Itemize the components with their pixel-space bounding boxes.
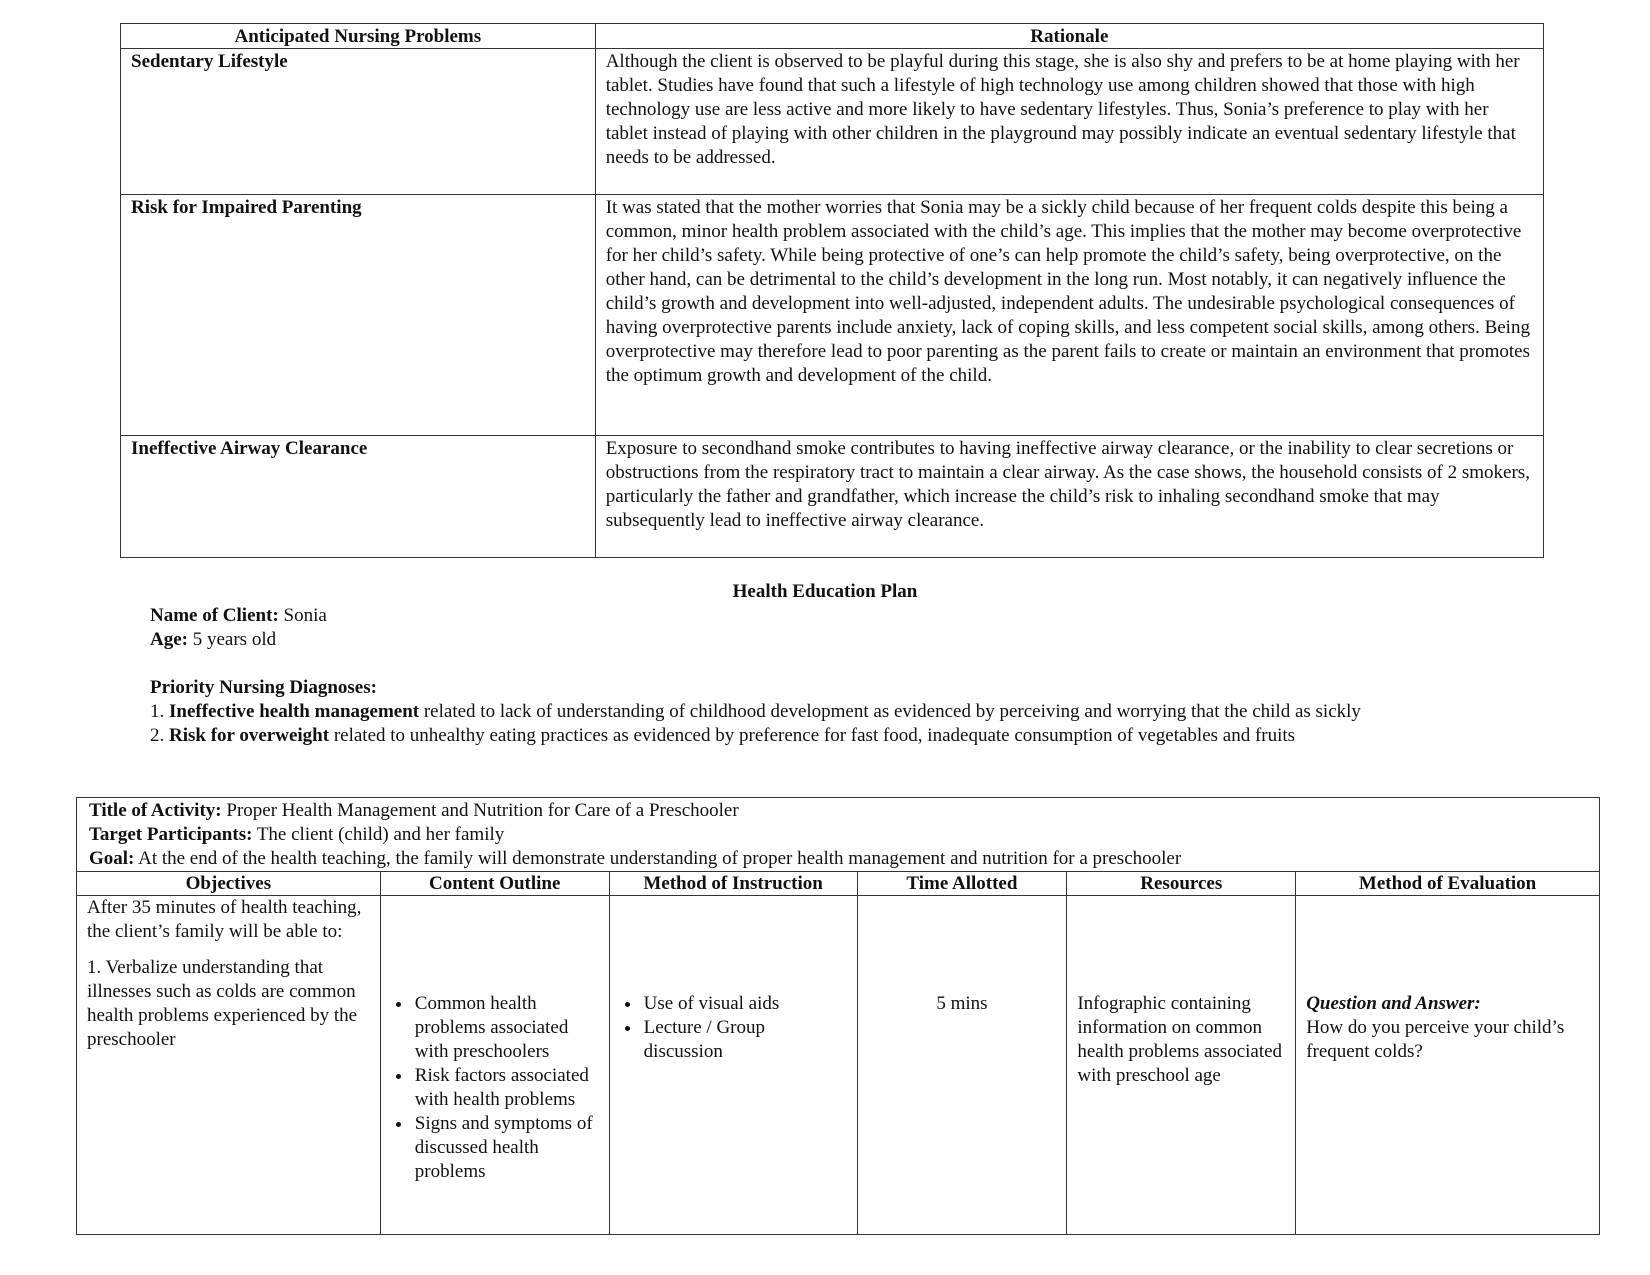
table-row <box>77 896 1600 1235</box>
methods-list <box>620 992 847 1064</box>
plan-title: Health Education Plan <box>732 581 918 602</box>
nursing-problems-table <box>120 23 1544 558</box>
table-row <box>121 195 1544 436</box>
objectives-cell <box>77 896 381 1235</box>
list-item: • Common health problems associated with preschoolers <box>413 992 599 1064</box>
method-of-instruction-cell <box>609 896 857 1235</box>
table-header-row <box>121 24 1544 49</box>
rationale-cell: Although the client is observed to be playful during this stage, she is also shy and prefers to be at home playing with her tablet. Studies have found that such a lifestyle of high technology use among children showed that those with high technology use are less active and more likely to have sedentary lifestyles. Thus, Sonia’s preference to play with her tablet instead of playing with other children in the playground may possibly indicate an eventual sedentary lifestyle that needs to be addressed. <box>595 49 1543 195</box>
column-header-objectives: Objectives <box>77 872 381 896</box>
column-header-time-allotted: Time Allotted <box>857 872 1067 896</box>
target-participants-line: Target Participants: The client (child) and her family <box>89 824 505 845</box>
column-header-method-of-instruction: Method of Instruction <box>609 872 857 896</box>
client-age-value: 5 years old <box>187 629 277 650</box>
diagnosis-item: 1. Ineffective health management related to lack of understanding of childhood development as evidenced by perceiving and worrying that the child as sickly <box>150 701 1361 722</box>
activity-header-row <box>77 798 1600 872</box>
content-outline-cell <box>380 896 609 1235</box>
column-header-resources: Resources <box>1067 872 1296 896</box>
client-name-label: Name of Client: <box>150 605 279 626</box>
resources-cell <box>1067 896 1296 1235</box>
list-item: • Signs and symptoms of discussed health problems <box>413 1112 599 1184</box>
client-age-label: Age: <box>150 629 188 650</box>
client-name-value: Sonia <box>278 605 327 626</box>
diagnosis-item: 2. Risk for overweight related to unhealthy eating practices as evidenced by preference for fast food, inadequate consumption of vegetables and fruits <box>150 725 1296 746</box>
method-of-evaluation-cell <box>1296 896 1600 1235</box>
client-age-line <box>150 628 1361 652</box>
problem-cell: Risk for Impaired Parenting <box>121 195 596 436</box>
column-header-problems: Anticipated Nursing Problems <box>121 24 596 49</box>
evaluation-text: How do you perceive your child’s frequent colds? <box>1306 1017 1565 1062</box>
content-outline-list <box>391 992 599 1184</box>
time-allotted-value: 5 mins <box>936 993 988 1014</box>
column-header-row <box>77 872 1600 896</box>
table-row <box>121 49 1544 195</box>
problem-cell: Sedentary Lifestyle <box>121 49 596 195</box>
list-item: • Risk factors associated with health problems <box>413 1064 599 1112</box>
column-header-rationale: Rationale <box>595 24 1543 49</box>
priority-diagnoses-heading: Priority Nursing Diagnoses: <box>150 677 377 698</box>
objectives-intro: After 35 minutes of health teaching, the client’s family will be able to: <box>87 897 362 942</box>
problem-cell: Ineffective Airway Clearance <box>121 436 596 558</box>
client-name-line <box>150 604 1361 628</box>
goal-line: Goal: At the end of the health teaching, the family will demonstrate understanding of proper health management and nutrition for a preschooler <box>89 848 1182 869</box>
rationale-cell: It was stated that the mother worries that Sonia may be a sickly child because of her frequent colds despite this being a common, minor health problem associated with the child’s age. This implies that the mother may become overprotective for her child’s safety. While being protective of one’s can help promote the child’s safety, being overprotective, on the other hand, can be detrimental to the child’s development in the long run. Most notably, it can negatively influence the child’s growth and development into well-adjusted, independent adults. The undesirable psychological consequences of having overprotective parents include anxiety, lack of coping skills, and less competent social skills, among others. Being overprotective may therefore lead to poor parenting as the parent fails to create or maintain an environment that promotes the optimum growth and development of the child. <box>595 195 1543 436</box>
objective-item: 1. Verbalize understanding that illnesses such as colds are common health problems experienced by the preschooler <box>87 957 358 1050</box>
list-item: • Use of visual aids <box>642 992 847 1016</box>
column-header-method-of-evaluation: Method of Evaluation <box>1296 872 1600 896</box>
rationale-cell: Exposure to secondhand smoke contributes to having ineffective airway clearance, or the inability to clear secretions or obstructions from the respiratory tract to maintain a clear airway. As the case shows, the household consists of 2 smokers, particularly the father and grandfather, which increase the child’s risk to inhaling secondhand smoke that may subsequently lead to ineffective airway clearance. <box>595 436 1543 558</box>
activity-title-line: Title of Activity: Proper Health Management and Nutrition for Care of a Preschooler <box>89 800 739 821</box>
client-info <box>150 604 1361 748</box>
table-row <box>121 436 1544 558</box>
evaluation-label: Question and Answer: <box>1306 993 1481 1014</box>
column-header-content-outline: Content Outline <box>380 872 609 896</box>
resources-text: Infographic containing information on common health problems associated with preschool age <box>1077 993 1283 1086</box>
activity-summary <box>77 798 1600 872</box>
time-allotted-cell <box>857 896 1067 1235</box>
activity-table <box>76 797 1600 1235</box>
list-item: • Lecture / Group discussion <box>642 1016 847 1064</box>
